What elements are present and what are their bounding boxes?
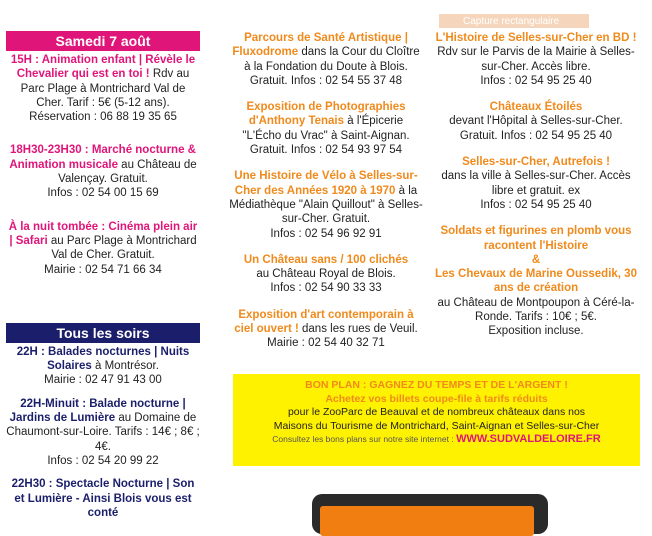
event-item	[6, 477, 200, 520]
event-contact: Infos : 02 54 96 92 91	[270, 227, 382, 240]
column-middle	[228, 0, 424, 351]
event-item	[6, 397, 200, 468]
event-item	[6, 345, 200, 388]
event-item	[228, 308, 424, 351]
event-contact: Infos : 02 54 95 25 40	[480, 74, 592, 87]
event-contact: Infos : 02 54 20 99 22	[47, 454, 159, 467]
column-left	[6, 0, 200, 520]
event-title: 18H30-23H30 : Marché nocturne & Animation musicale	[9, 144, 196, 171]
event-title: Les Chevaux de Marine Oussedik, 30 ans de création	[435, 268, 637, 295]
event-item	[6, 53, 200, 124]
event-body: Rdv au Parc Plage à Montrichard Val de Cher. Tarif : 5€ (5-12 ans).	[20, 68, 190, 109]
event-title: Exposition d'art contemporain à ciel ouvert !	[234, 308, 414, 336]
event-item	[431, 224, 641, 338]
event-title: Exposition de Photographies d'Anthony Tenais	[246, 101, 406, 128]
event-body: devant l'Hôpital à Selles-sur-Cher. Gratuit. Infos : 02 54 95 25 40	[449, 115, 623, 142]
event-body: dans la ville à Selles-sur-Cher. Accès libre et gratuit. ex	[441, 170, 631, 197]
event-title: Châteaux Étoilés	[489, 101, 583, 114]
event-body: à Montrésor.	[91, 360, 159, 373]
event-item	[228, 169, 424, 240]
event-body: Rdv sur le Parvis de la Mairie à Selles-sur-Cher. Accès libre.	[437, 46, 635, 73]
event-title: Un Château sans / 100 clichés	[243, 253, 409, 266]
capture-label: Capture rectangulaire	[463, 16, 560, 27]
event-body: à l'Épicerie "L'Écho du Vrac" à Saint-Aignan. Gratuit. Infos : 02 54 93 97 54	[242, 115, 410, 157]
event-item	[228, 253, 424, 296]
event-item	[6, 143, 200, 200]
event-title: Parcours de Santé Artistique | Fluxodrome	[232, 32, 408, 59]
event-item	[228, 100, 424, 157]
event-contact: Mairie : 02 54 40 32 71	[267, 337, 385, 350]
event-body: dans la Cour du Cloître à la Fondation du Doute à Blois. Gratuit. Infos : 02 54 55 37 48	[244, 46, 420, 87]
event-contact: Infos : 02 54 95 25 40	[480, 198, 592, 211]
event-item	[228, 31, 424, 88]
event-body: au Domaine de Chaumont-sur-Loire. Tarifs : 14€ ; 8€ ; 4€.	[6, 412, 200, 453]
event-body: au Château Royal de Blois.	[256, 268, 396, 281]
date-header: Samedi 7 août	[6, 31, 200, 51]
event-body: au Château de Montpoupon à Céré-la-Ronde. Tarifs : 10€ ; 5€.	[437, 296, 635, 324]
bon-plan-note: Consultez les bons plans sur notre site internet :	[272, 434, 457, 444]
event-title: Selles-sur-Cher, Autrefois !	[462, 156, 610, 169]
event-item	[431, 155, 641, 212]
event-ampersand: &	[531, 253, 541, 266]
event-title: À la nuit tombée : Cinéma plein air | Safari	[8, 220, 198, 247]
bon-plan-box	[233, 374, 640, 466]
website-link[interactable]: WWW.SUDVALDELOIRE.FR	[456, 433, 601, 445]
event-body: au Parc Plage à Montrichard Val de Cher. Gratuit.	[47, 234, 197, 262]
event-item	[6, 220, 200, 277]
event-body: dans les rues de Veuil.	[298, 323, 418, 336]
event-body: au Château de Valençay. Gratuit.	[58, 158, 197, 186]
event-item	[431, 31, 641, 88]
event-body: à la Médiathèque "Alain Quillout" à Selles-sur-Cher. Gratuit.	[229, 184, 423, 226]
event-title: Une Histoire de Vélo à Selles-sur-Cher des Années 1920 à 1970	[234, 170, 418, 197]
column-right	[431, 0, 641, 339]
bon-plan-title: BON PLAN : GAGNEZ DU TEMPS ET DE L'ARGENT !	[305, 379, 568, 391]
bon-plan-line: pour le ZooParc de Beauval et de nombreux châteaux dans nos	[287, 406, 586, 418]
bon-plan-subtitle: Achetez vos billets coupe-file à tarifs réduits	[325, 392, 548, 405]
event-contact: Mairie : 02 54 71 66 34	[44, 263, 162, 276]
event-item	[431, 100, 641, 143]
bon-plan-line: Maisons du Tourisme de Montrichard, Saint-Aignan et Selles-sur-Cher	[273, 419, 600, 432]
phone-screen	[320, 506, 534, 536]
event-contact: Réservation : 06 88 19 35 65	[29, 111, 177, 124]
event-title: 15H : Animation enfant | Révèle le Chevalier qui est en toi !	[10, 54, 196, 81]
event-contact: Mairie : 02 47 91 43 00	[44, 374, 162, 387]
event-title: 22H : Balades nocturnes | Nuits Solaires	[16, 345, 190, 373]
event-contact: Infos : 02 54 00 15 69	[47, 187, 159, 200]
event-title: 22H-Minuit : Balade nocturne | Jardins de Lumière	[9, 397, 186, 425]
event-title: 22H30 : Spectacle Nocturne | Son et Lumière - Ainsi Blois vous est conté	[11, 478, 195, 519]
event-contact: Infos : 02 54 90 33 33	[270, 282, 382, 295]
event-title: Soldats et figurines en plomb vous racontent l'Histoire	[440, 225, 632, 252]
event-contact: Exposition incluse.	[488, 325, 584, 338]
section-header: Tous les soirs	[6, 323, 200, 343]
event-title: L'Histoire de Selles-sur-Cher en BD !	[435, 32, 637, 44]
phone-illustration	[312, 494, 548, 534]
